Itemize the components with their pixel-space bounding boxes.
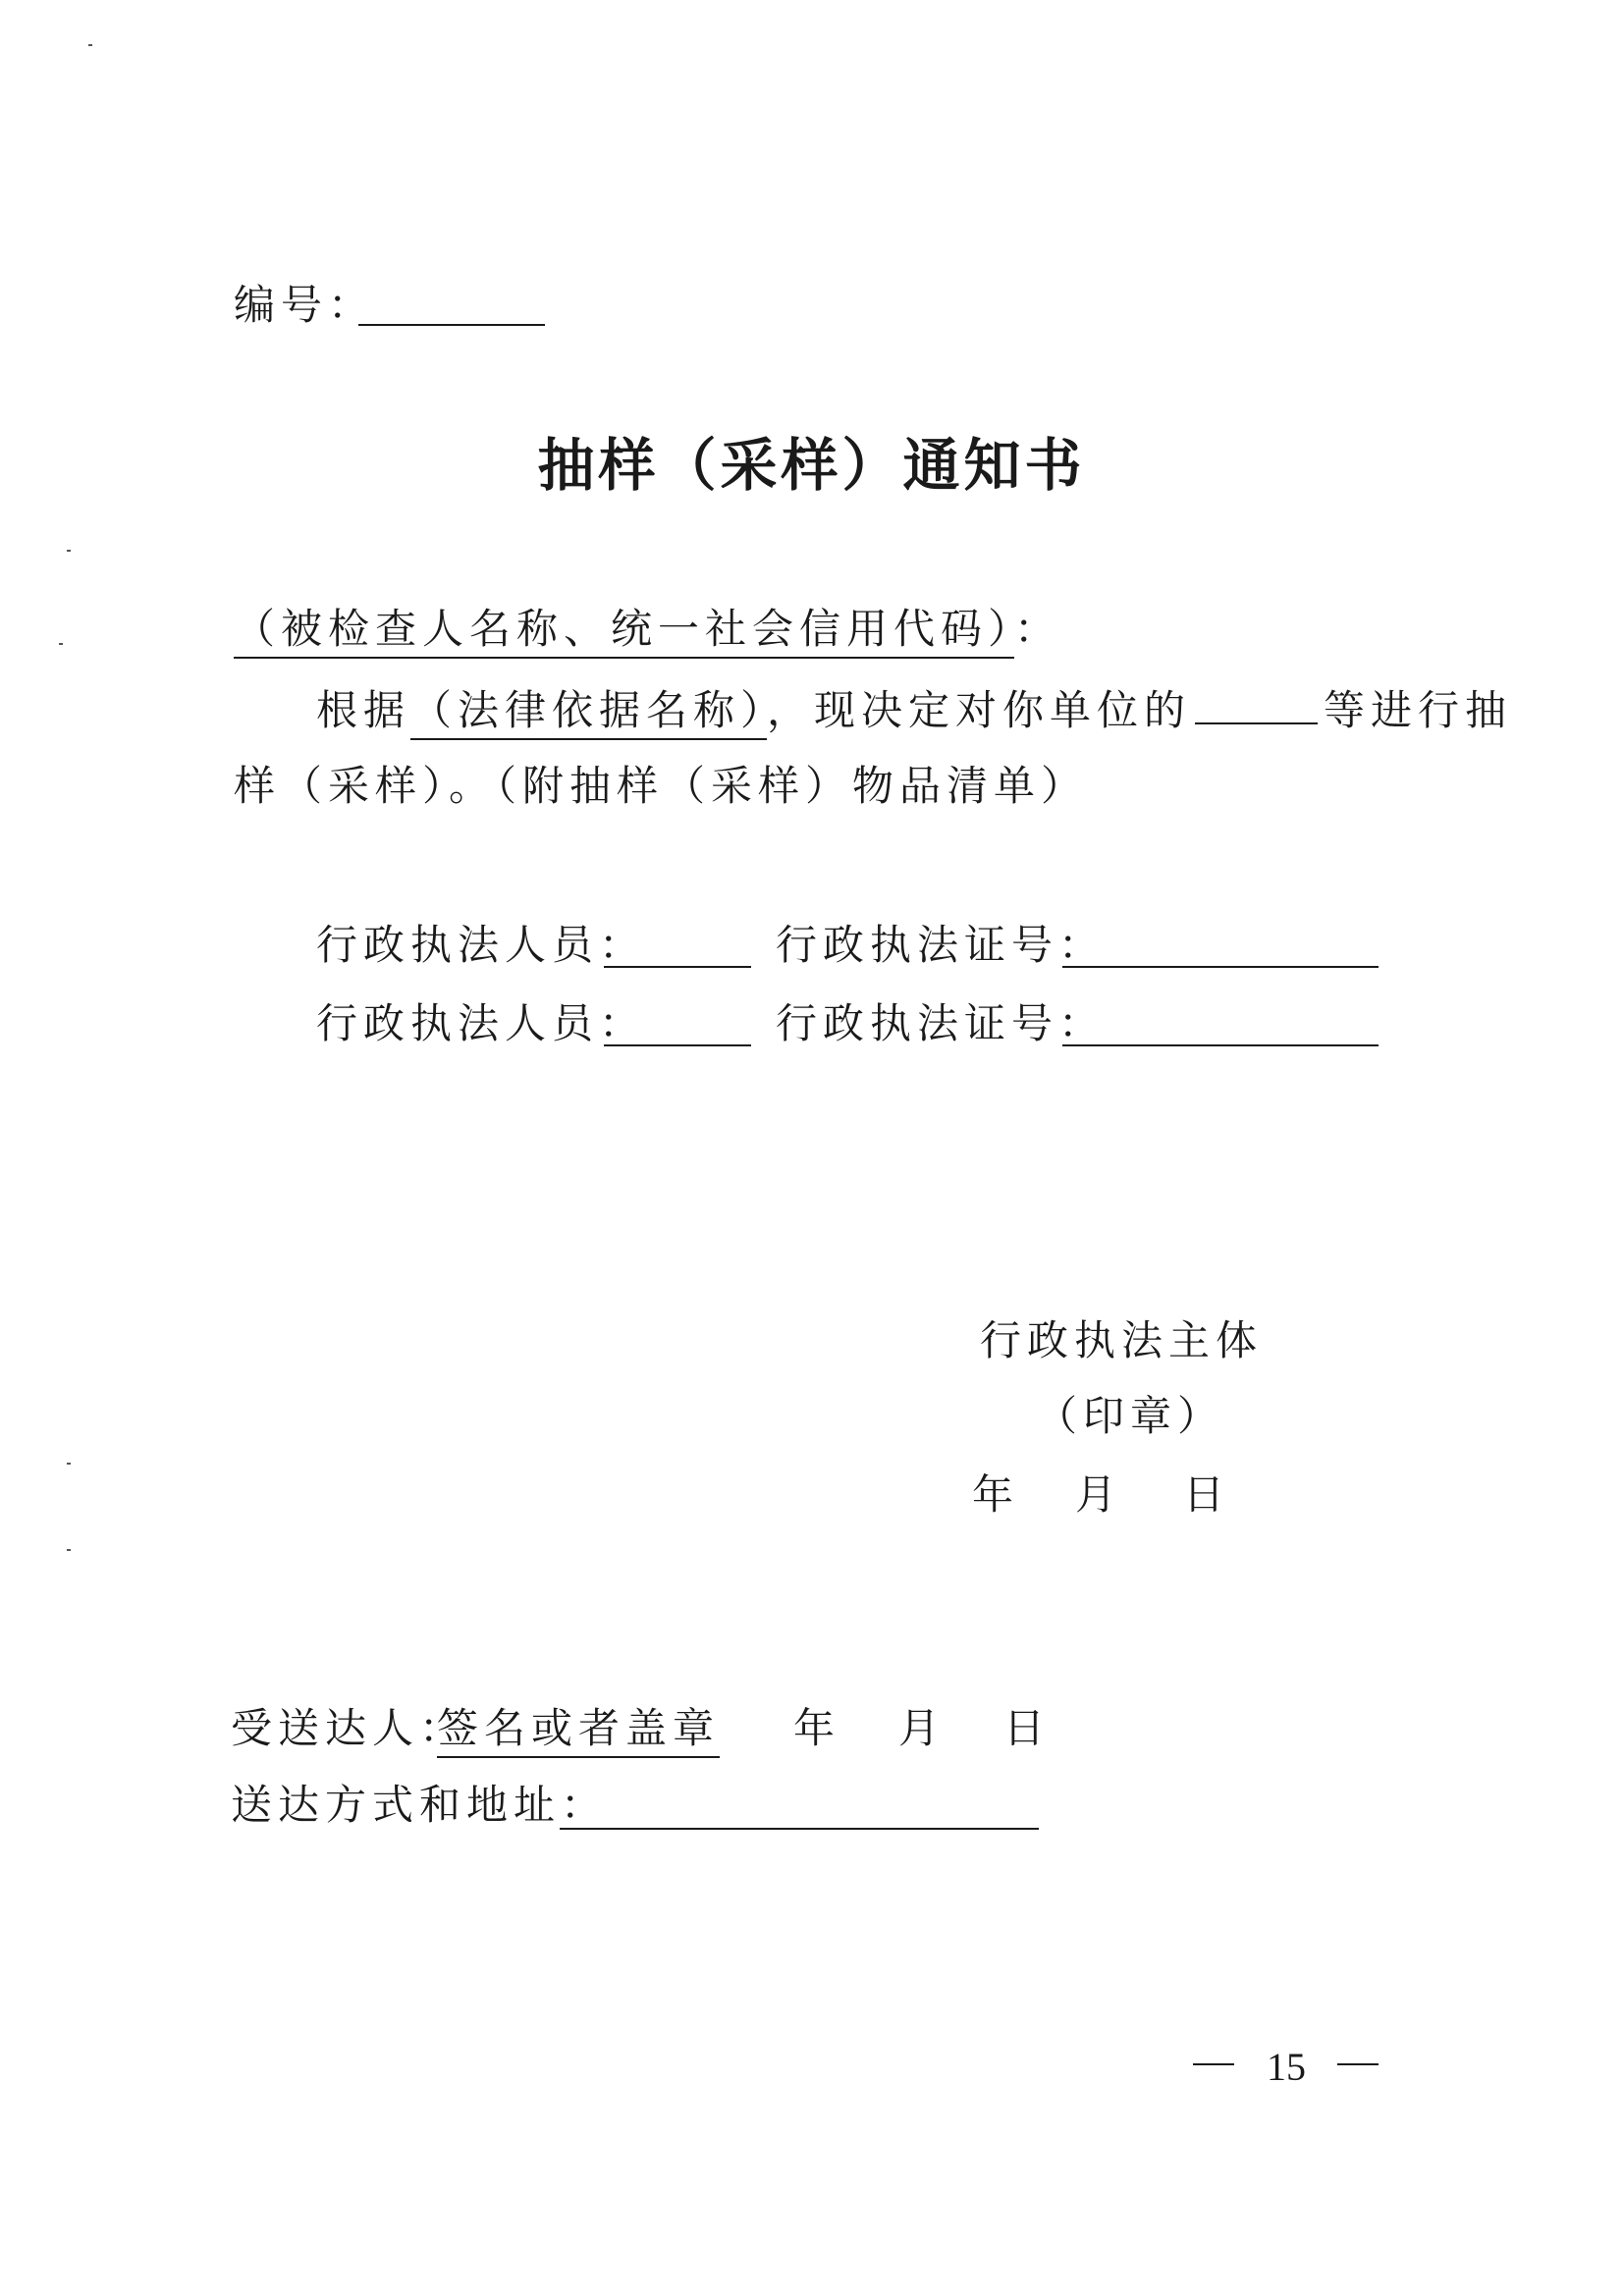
- delivery-blank: [560, 1828, 1039, 1830]
- recipient-placeholder: （被检查人名称、统一社会信用代码）: [234, 605, 1014, 659]
- receiver-label: 受送达人：: [231, 1704, 467, 1752]
- scan-speck: [59, 643, 63, 645]
- officer-1-cert-blank: [1062, 966, 1379, 968]
- officer-2-label: 行政执法人员：: [316, 999, 647, 1047]
- document-number-blank: [358, 324, 545, 326]
- receiver-year: 年: [793, 1704, 841, 1752]
- body-line-2: 样（采样）。（附抽样（采样）物品清单）: [234, 762, 1089, 810]
- scan-speck: [88, 44, 92, 46]
- authority-day: 日: [1183, 1470, 1231, 1519]
- officer-2-blank: [604, 1044, 751, 1046]
- page-number-dash-left: [1193, 2063, 1234, 2065]
- body-line-1: [316, 686, 1513, 734]
- scan-speck: [67, 1463, 71, 1465]
- sampling-items-blank: [1195, 689, 1318, 724]
- recipient-colon: ：: [1014, 605, 1062, 653]
- body-middle: ，现决定对你单位的: [767, 686, 1192, 734]
- delivery-label: 送达方式和地址：: [231, 1781, 609, 1829]
- receiver-signature: [437, 1704, 721, 1752]
- scan-speck: [67, 1549, 71, 1551]
- body-suffix: 等进行抽: [1324, 686, 1513, 734]
- receiver-month: 月: [898, 1704, 947, 1752]
- law-basis-placeholder: （法律依据名称）: [410, 686, 767, 740]
- scan-speck: [67, 550, 71, 552]
- officer-1-cert-label: 行政执法证号：: [776, 921, 1107, 969]
- body-prefix: 根据: [316, 686, 411, 734]
- authority-seal: （印章）: [1036, 1392, 1225, 1440]
- authority-name: 行政执法主体: [980, 1316, 1264, 1364]
- authority-month: 月: [1075, 1470, 1123, 1519]
- officer-1-blank: [604, 966, 751, 968]
- document-number-label: 编号：: [234, 281, 376, 329]
- document-title: 抽样（采样）通知书: [537, 432, 1086, 499]
- officer-2-cert-label: 行政执法证号：: [776, 999, 1107, 1047]
- receiver-signature-placeholder: 签名或者盖章: [437, 1704, 720, 1758]
- page-number: 15: [1267, 2045, 1306, 2089]
- recipient-line: [234, 605, 1062, 653]
- authority-year: 年: [972, 1470, 1020, 1519]
- officer-1-label: 行政执法人员：: [316, 921, 647, 969]
- page-number-dash-right: [1337, 2063, 1379, 2065]
- receiver-day: 日: [1003, 1704, 1052, 1752]
- officer-2-cert-blank: [1062, 1044, 1379, 1046]
